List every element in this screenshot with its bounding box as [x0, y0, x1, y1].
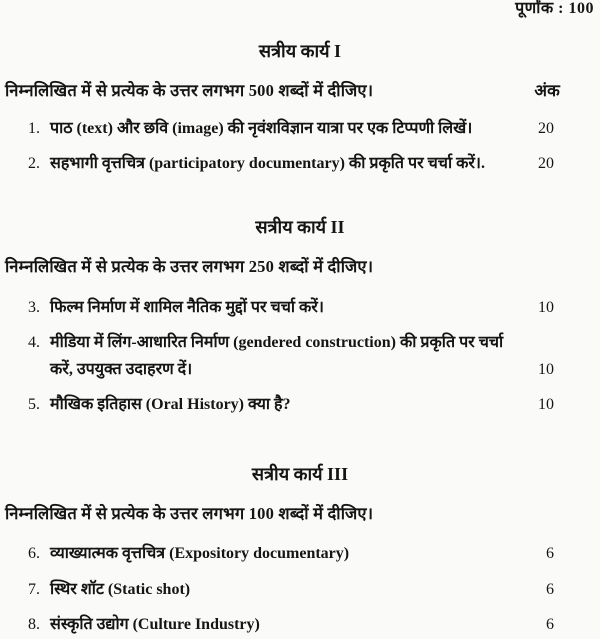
section-3-instruction-row	[0, 501, 600, 524]
question-1-marks: 20	[538, 120, 554, 137]
question-row-8	[0, 612, 600, 638]
question-3-number: 3.	[28, 298, 40, 316]
question-row-2	[0, 151, 600, 177]
question-2-text: सहभागी वृत्तचित्र (participatory documentary) की प्रकृति पर चर्चा करें।.	[50, 155, 485, 173]
section-2-instruction: निम्नलिखित में से प्रत्येक के उत्तर लगभग 250 शब्दों में दीजिए।	[5, 256, 374, 276]
question-1-number: 1.	[28, 120, 40, 137]
question-4-marks: 10	[538, 360, 554, 378]
question-2-marks: 20	[538, 155, 554, 173]
question-row-4	[0, 330, 600, 383]
question-row-5	[0, 392, 600, 418]
question-7-text: स्थिर शॉट (Static shot)	[50, 580, 191, 598]
question-row-3	[0, 295, 600, 321]
full-marks-label: पूर्णांक : 100	[515, 0, 594, 17]
question-row-1	[0, 116, 600, 142]
question-3-text: फिल्म निर्माण में शामिल नैतिक मुद्दों पर चर्चा करें।	[50, 298, 324, 316]
question-5-marks: 10	[538, 395, 554, 413]
question-5-number: 5.	[28, 395, 40, 413]
question-8-number: 8.	[28, 616, 40, 634]
question-6-number: 6.	[28, 545, 40, 563]
question-7-marks: 6	[546, 580, 554, 598]
section-3-title: सत्रीय कार्य III	[251, 464, 349, 485]
question-2-number: 2.	[28, 155, 40, 173]
question-3-marks: 10	[538, 298, 554, 316]
question-4-text: मीडिया में लिंग-आधारित निर्माण (gendered construction) की प्रकृति पर चर्चा करें, उपयुक्त उदाहरण दें।	[50, 334, 504, 378]
question-row-6	[0, 541, 600, 567]
question-8-text: संस्कृति उद्योग (Culture Industry)	[50, 616, 260, 634]
section-1-instruction-row	[0, 78, 600, 101]
question-1-text: पाठ (text) और छवि (image) की नृवंशविज्ञान यात्रा पर एक टिप्पणी लिखें।	[50, 120, 473, 137]
section-1-instruction: निम्नलिखित में से प्रत्येक के उत्तर लगभग 500 शब्दों में दीजिए।	[5, 81, 374, 100]
question-8-marks: 6	[546, 616, 554, 634]
question-4-number: 4.	[28, 334, 40, 352]
question-7-number: 7.	[28, 580, 40, 598]
section-2-title: सत्रीय कार्य II	[255, 216, 345, 237]
question-6-text: व्याख्यात्मक वृत्तचित्र (Expository documentary)	[50, 545, 350, 563]
section-3-instruction: निम्नलिखित में से प्रत्येक के उत्तर लगभग 100 शब्दों में दीजिए।	[5, 504, 374, 524]
question-row-7	[0, 577, 600, 603]
section-2-instruction-row	[0, 254, 600, 277]
marks-column-header: अंक	[534, 81, 560, 100]
question-6-marks: 6	[546, 545, 554, 563]
question-5-text: मौखिक इतिहास (Oral History) क्या है?	[50, 395, 291, 413]
section-1-title: सत्रीय कार्य I	[258, 41, 342, 61]
